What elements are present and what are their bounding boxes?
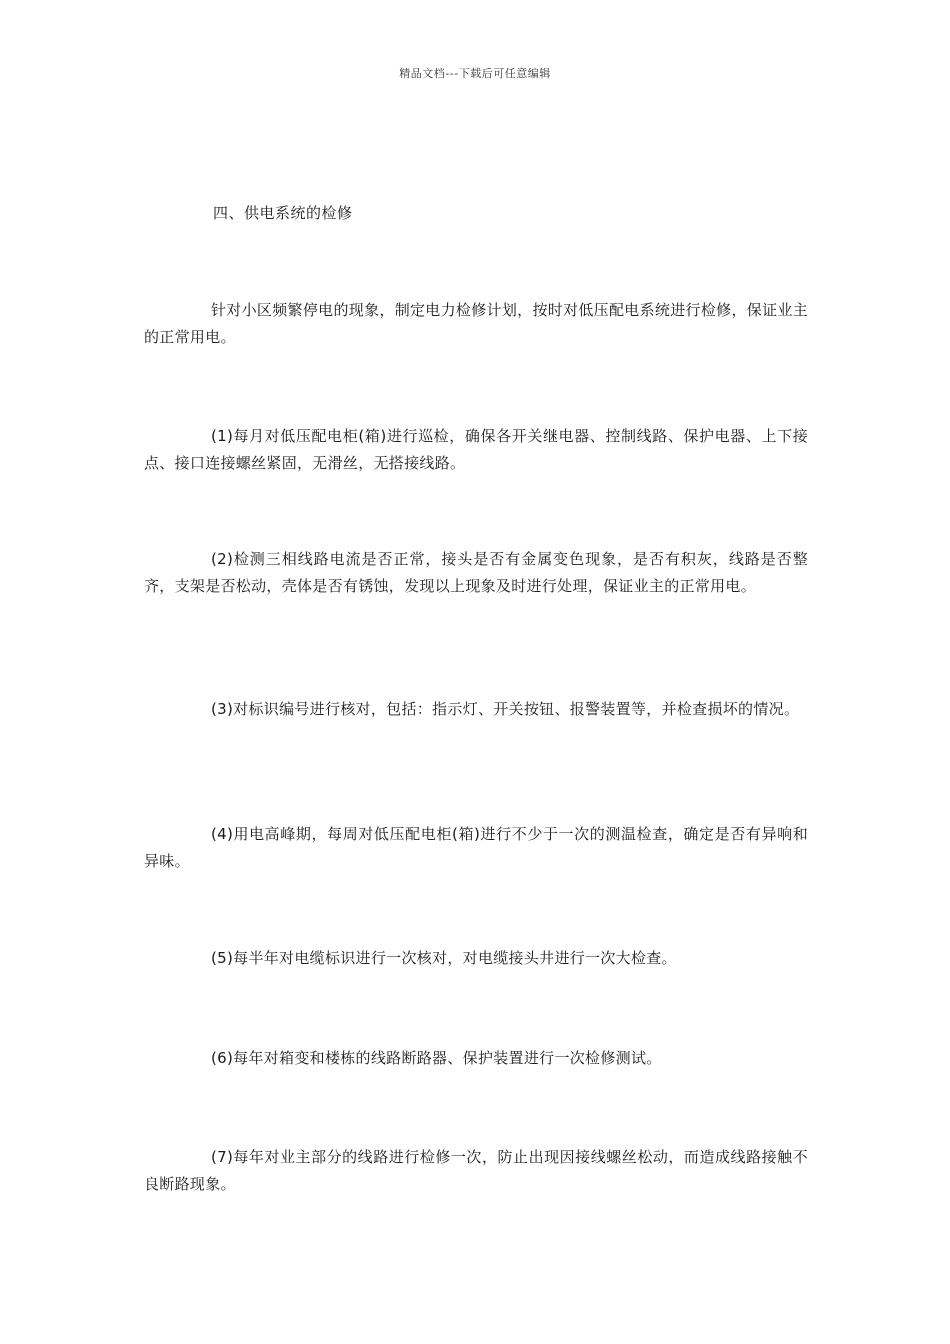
intro-paragraph: 针对小区频繁停电的现象，制定电力检修计划，按时对低压配电系统进行检修，保证业主的正常用电。: [144, 301, 808, 346]
list-item-4: (4)用电高峰期，每周对低压配电柜(箱)进行不少于一次的测温检查，确定是否有异响和异味。: [144, 825, 808, 870]
section-heading: 四、供电系统的检修: [213, 204, 353, 222]
list-item-5: (5)每半年对电缆标识进行一次核对，对电缆接头井进行一次大检查。: [211, 949, 677, 967]
list-item-6: (6)每年对箱变和楼栋的线路断路器、保护装置进行一次检修测试。: [211, 1049, 662, 1067]
list-item-1: (1)每月对低压配电柜(箱)进行巡检，确保各开关继电器、控制线路、保护电器、上下接点、接口连接螺丝紧固，无滑丝，无搭接线路。: [144, 427, 808, 472]
list-item-2: (2)检测三相线路电流是否正常，接头是否有金属变色现象，是否有积灰，线路是否整齐，支架是否松动，壳体是否有锈蚀，发现以上现象及时进行处理，保证业主的正常用电。: [144, 550, 808, 595]
list-item-3: (3)对标识编号进行核对，包括：指示灯、开关按钮、报警装置等，并检查损坏的情况。: [211, 700, 800, 718]
list-item-7: (7)每年对业主部分的线路进行检修一次，防止出现因接线螺丝松动，而造成线路接触不良断路现象。: [144, 1148, 808, 1193]
page-header: 精品文档---下载后可任意编辑: [399, 67, 551, 80]
